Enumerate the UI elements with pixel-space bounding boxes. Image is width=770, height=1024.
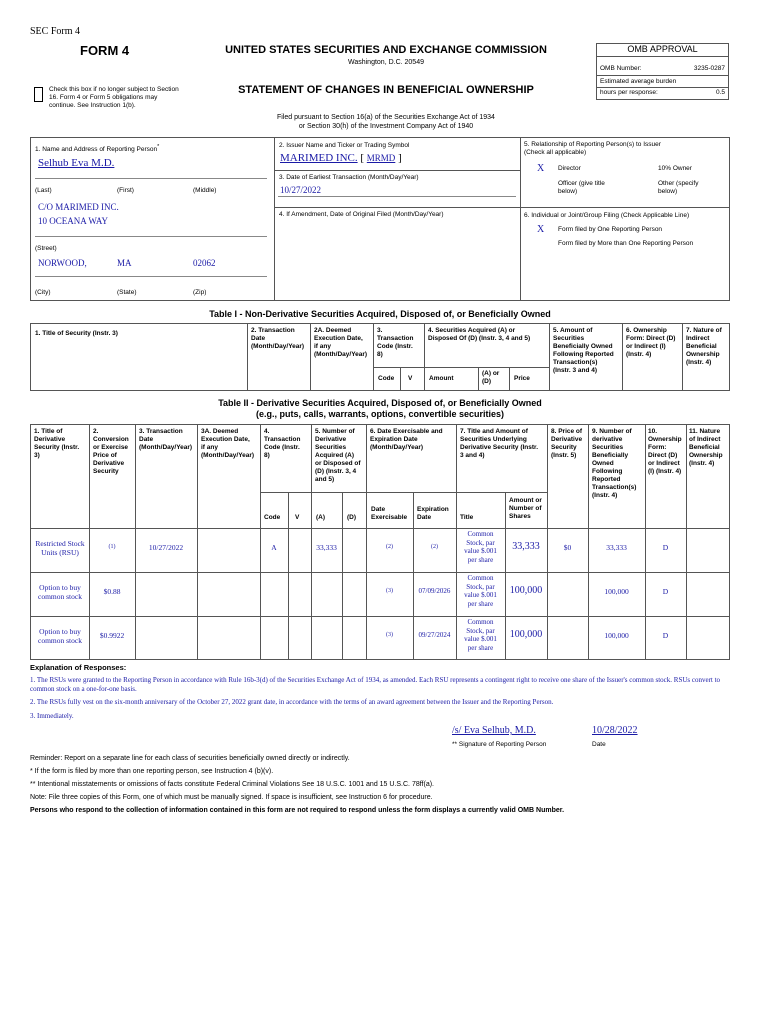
sec-form-label: SEC Form 4: [30, 26, 81, 37]
footer-line-1: * If the form is filed by more than one reporting person, see Instruction 4 (b)(v).: [30, 768, 274, 775]
footer-reminder: Reminder: Report on a separate line for each class of securities beneficially owned directly or indirectly.: [30, 755, 350, 762]
table2-title-2: (e.g., puts, calls, warrants, options, convertible securities): [255, 409, 505, 419]
agency-title: UNITED STATES SECURITIES AND EXCHANGE COMMISSION: [225, 44, 547, 56]
first-label: (First): [117, 187, 134, 194]
t1-col-ownership-form: 6. Ownership Form: Direct (D) or Indirect (I) (Instr. 4): [626, 327, 676, 358]
t2-sub-amount: Amount or Number of Shares: [509, 497, 542, 520]
t2-col-date: 3. Transaction Date (Month/Day/Year): [139, 428, 193, 451]
t2-col-owned: 9. Number of derivative Securities Beneficially Owned Following Reported Transaction(s) (Instr. 4): [592, 428, 637, 499]
t1-sub-a-or-d: (A) or (D): [482, 370, 500, 385]
t2-col-ownership-form: 10. Ownership Form: Direct (D) or Indirect (I) (Instr. 4): [648, 428, 682, 475]
t2-col-code: 4. Transaction Code (Instr. 8): [264, 428, 301, 459]
explanation-note-2: 2. The RSUs fully vest on the six-month anniversary of the October 27, 2022 grant date, in accordance with the terms of an award agreement between the Issuer and the Reporting Person.: [30, 698, 554, 706]
row1-price: $0: [563, 543, 572, 552]
table2-title-1: Table II - Derivative Securities Acquired, Disposed of, or Beneficially Owned: [218, 398, 542, 408]
other-label-2: below): [658, 188, 678, 195]
state-label: (State): [117, 289, 137, 296]
t2-col-underlying: 7. Title and Amount of Securities Underlying Derivative Security (Instr. 3 and 4): [460, 428, 539, 459]
row1-owned: 33,333: [606, 543, 627, 552]
row1-acquired: 33,333: [316, 543, 337, 552]
zip-value: 02062: [193, 258, 216, 268]
omb-title: OMB APPROVAL: [596, 44, 729, 57]
one-person-check-mark[interactable]: X: [537, 224, 545, 235]
t1-col-date: 2. Transaction Date (Month/Day/Year): [251, 327, 305, 350]
table1-title: Table I - Non-Derivative Securities Acquired, Disposed of, or Beneficially Owned: [209, 309, 551, 319]
t2-col-exercisable: 6. Date Exercisable and Expiration Date (Month/Day/Year): [370, 428, 443, 451]
footer-line-3: Note: File three copies of this Form, one of which must be manually signed. If space is insufficient, see Instruction 6 for procedure.: [30, 794, 433, 801]
row3-expiration: 09/27/2024: [418, 631, 451, 639]
row3-form: D: [662, 631, 669, 640]
multiple-persons-label: Form filed by More than One Reporting Person: [558, 240, 694, 247]
row2-conversion: $0.88: [103, 587, 121, 596]
t1-col-code: 3. Transaction Code (Instr. 8): [377, 327, 414, 358]
signature-date: 10/28/2022: [592, 725, 638, 736]
city-label: (City): [35, 289, 51, 296]
t1-sub-amount: Amount: [429, 375, 454, 382]
address-line-2: 10 OCEANA WAY: [38, 216, 109, 226]
director-check-mark[interactable]: X: [537, 163, 545, 174]
earliest-date-label: 3. Date of Earliest Transaction (Month/Day/Year): [279, 174, 419, 181]
t2-sub-d: (D): [347, 514, 357, 521]
row1-shares: 33,333: [512, 541, 540, 552]
issuer-label: 2. Issuer Name and Ticker or Trading Symbol: [279, 142, 410, 149]
explanation-note-3: 3. Immediately.: [30, 712, 74, 720]
state-value: MA: [117, 258, 132, 268]
no-longer-subject-checkbox[interactable]: [34, 87, 43, 102]
t2-col-deemed: 3A. Deemed Execution Date, if any (Month/Day/Year): [201, 428, 255, 459]
row1-date: 10/27/2022: [148, 543, 184, 552]
t2-sub-exercisable: Date Exercisable: [371, 506, 408, 521]
t2-col-nature: 11. Nature of Indirect Beneficial Ownership (Instr. 4): [689, 428, 723, 467]
row3-shares: 100,000: [509, 629, 543, 640]
t2-col-price: 8. Price of Derivative Security (Instr. 5): [551, 428, 583, 459]
row1-expiration: (2): [431, 544, 438, 550]
issuer-name[interactable]: MARIMED INC.: [280, 152, 358, 164]
agency-location: Washington, D.C. 20549: [347, 59, 424, 66]
reporting-person-label: 1. Name and Address of Reporting Person*: [35, 144, 160, 154]
row1-conversion: (1): [108, 544, 116, 550]
t2-sub-code: Code: [264, 514, 281, 521]
t1-sub-price: Price: [514, 375, 530, 382]
t1-col-acquired: 4. Securities Acquired (A) or Disposed Of (D) (Instr. 3, 4 and 5): [428, 327, 531, 342]
omb-number-value: 3235-0287: [693, 65, 725, 72]
footer-line-2: ** Intentional misstatements or omissions of facts constitute Federal Criminal Violations See 18 U.S.C. 1001 and 15 U.S.C. 78ff(a).: [30, 781, 434, 788]
one-person-label: Form filed by One Reporting Person: [558, 226, 663, 233]
earliest-date-value: 10/27/2022: [280, 185, 322, 195]
row1-underlying-title: Common Stock, par value $.001 per share: [464, 530, 497, 564]
t2-sub-v: V: [295, 514, 300, 521]
signature-name-label: ** Signature of Reporting Person: [452, 741, 547, 748]
middle-label: (Middle): [193, 187, 217, 194]
officer-label-2: below): [558, 188, 578, 195]
t1-col-deemed: 2A. Deemed Execution Date, if any (Month/Day/Year): [314, 327, 368, 358]
checkbox-instruction: Check this box if no longer subject to Section 16. Form 4 or Form 5 obligations may continue. See Instruction 1(b).: [49, 86, 179, 109]
row3-owned: 100,000: [604, 631, 629, 640]
omb-hours-value: 0.5: [715, 89, 725, 96]
row3-conversion: $0.9922: [99, 631, 125, 640]
t1-col-title: 1. Title of Security (Instr. 3): [35, 330, 118, 337]
issuer-ticker[interactable]: MRMD: [366, 153, 396, 163]
row2-exercisable: (3): [386, 588, 393, 594]
t2-col-conversion: 2. Conversion or Exercise Price of Derivative Security: [93, 428, 129, 475]
signature-date-label: Date: [592, 741, 606, 748]
relationship-label-1: 5. Relationship of Reporting Person(s) to Issuer: [524, 141, 661, 148]
t1-sub-code: Code: [378, 375, 395, 382]
t2-sub-title: Title: [460, 514, 474, 521]
reporting-person-name[interactable]: Selhub Eva M.D.: [38, 157, 115, 169]
statement-title: STATEMENT OF CHANGES IN BENEFICIAL OWNERSHIP: [238, 84, 534, 96]
omb-burden-label: Estimated average burden: [600, 78, 677, 85]
row2-underlying-title: Common Stock, par value $.001 per share: [464, 574, 497, 608]
row2-expiration: 07/09/2026: [418, 587, 451, 595]
t1-col-nature: 7. Nature of Indirect Beneficial Ownership (Instr. 4): [686, 327, 722, 366]
t2-sub-expiration: Expiration Date: [417, 506, 449, 521]
omb-number-label: OMB Number:: [600, 65, 642, 72]
t2-sub-a: (A): [316, 514, 326, 521]
director-label: Director: [558, 165, 581, 172]
t2-col-title: 1. Title of Derivative Security (Instr. 3): [34, 428, 80, 459]
amendment-label: 4. If Amendment, Date of Original Filed (Month/Day/Year): [279, 211, 444, 218]
row2-shares: 100,000: [509, 585, 543, 596]
row3-exercisable: (3): [386, 632, 393, 638]
table-row: Restricted Stock Units (RSU): [35, 539, 85, 557]
footer-line-4: Persons who respond to the collection of information contained in this form are not required to respond unless the form displays a currently valid OMB Number.: [30, 807, 565, 814]
t1-col-amount-owned: 5. Amount of Securities Beneficially Owned Following Reported Transaction(s) (Instr. 3 and 4): [553, 327, 614, 374]
other-label-1: Other (specify: [658, 180, 699, 187]
table-row: Option to buy common stock: [38, 627, 82, 645]
filed-pursuant-line1: Filed pursuant to Section 16(a) of the Securities Exchange Act of 1934: [277, 114, 495, 121]
issuer-name-ticker: MARIMED INC. [ MRMD ]: [280, 152, 402, 164]
row3-underlying-title: Common Stock, par value $.001 per share: [464, 618, 497, 652]
row2-form: D: [662, 587, 669, 596]
row1-code: A: [271, 543, 277, 552]
ten-percent-owner-label: 10% Owner: [658, 165, 692, 172]
city-value: NORWOOD,: [38, 258, 87, 268]
address-line-1: C/O MARIMED INC.: [38, 202, 119, 212]
signature-name: /s/ Eva Selhub, M.D.: [452, 725, 536, 736]
explanation-title: Explanation of Responses:: [30, 663, 127, 672]
last-label: (Last): [35, 187, 52, 194]
form-title: FORM 4: [80, 43, 130, 58]
omb-hours-label: hours per response:: [600, 89, 658, 96]
filed-pursuant-line2: or Section 30(h) of the Investment Company Act of 1940: [298, 123, 474, 130]
officer-label-1: Officer (give title: [558, 180, 605, 187]
row1-exercisable: (2): [386, 544, 393, 550]
filing-type-label: 6. Individual or Joint/Group Filing (Check Applicable Line): [524, 212, 690, 219]
t1-sub-v: V: [408, 375, 413, 382]
street-label: (Street): [35, 245, 57, 252]
t2-col-number: 5. Number of Derivative Securities Acquired (A) or Disposed of (D) (Instr. 3, 4 and 5): [315, 428, 361, 483]
relationship-label-2: (Check all applicable): [524, 149, 587, 156]
zip-label: (Zip): [193, 289, 207, 296]
row2-owned: 100,000: [604, 587, 629, 596]
explanation-note-1: 1. The RSUs were granted to the Reporting Person in accordance with Rule 16b-3(d) of the Securities Exchange Act of 1934, as amended. Each RSU represents a contingent right to receive one share of the Issuer's common stock. RSUs convert to common stock on a one-for-one basis.: [30, 676, 721, 693]
row1-form: D: [662, 543, 669, 552]
table-row: Option to buy common stock: [38, 583, 82, 601]
